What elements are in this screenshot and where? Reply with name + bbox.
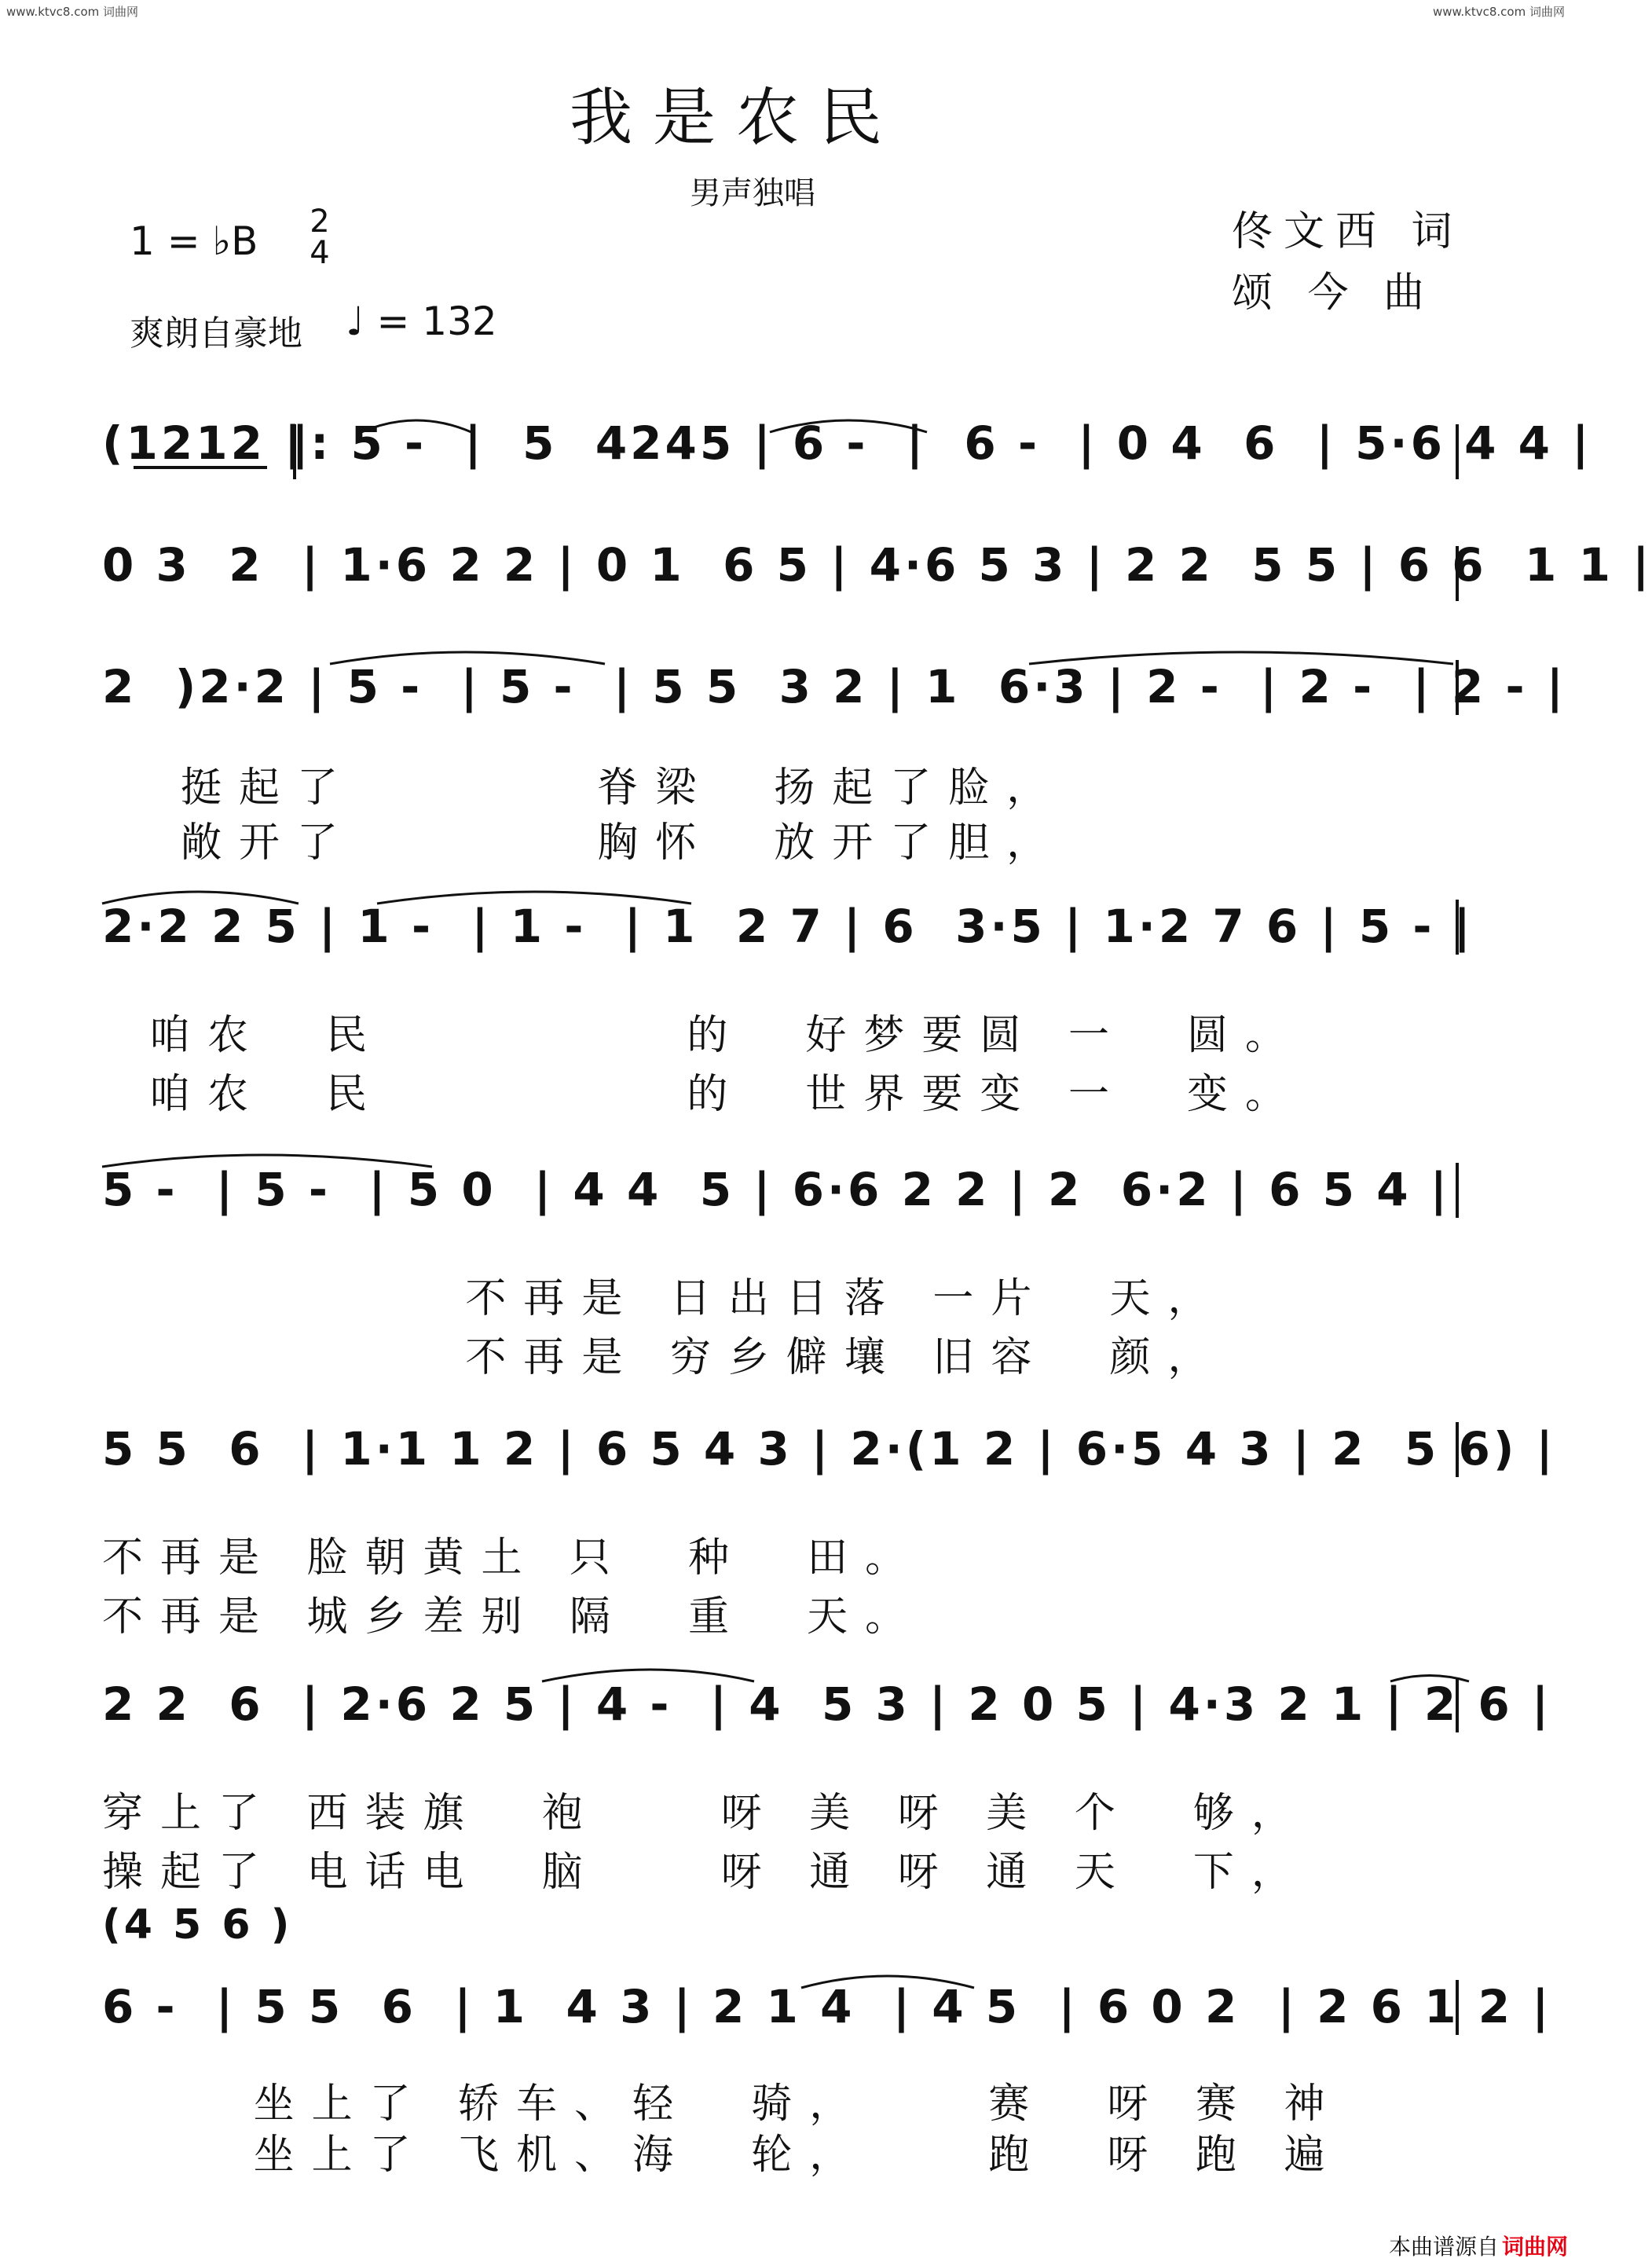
score-system-7 bbox=[102, 1662, 1552, 1897]
footer-source: 本曲谱源自 bbox=[1389, 2234, 1500, 2260]
tempo-text: 爽朗自豪地 bbox=[130, 313, 302, 354]
lyrics-verse-1: 挺起了 脊梁 扬起了脸， bbox=[181, 764, 1065, 812]
lyrics-verse-2: 不再是 穷乡僻壤 旧容 颜， bbox=[102, 1334, 1226, 1381]
score-system-2 bbox=[102, 530, 1652, 617]
lyricist-credit: 佟文西 词 bbox=[1232, 208, 1463, 255]
time-signature bbox=[308, 203, 331, 271]
score-system-5 bbox=[102, 1147, 1469, 1383]
notes-line-5: 5 - | 5 - | 5 0 | 4 4 5 | 6·6 2 2 | 2 6·2 | 6 5 4 | bbox=[102, 1163, 1450, 1216]
lyrics-verse-1: 不再是 日出日落 一片 天， bbox=[102, 1275, 1226, 1322]
key-signature: 1 = ♭B bbox=[130, 218, 258, 264]
composer-credit: 颂 今 曲 bbox=[1232, 269, 1436, 317]
lyrics-verse-1: 不再是 脸朝黄土 只 种 田。 bbox=[102, 1534, 924, 1582]
lyrics-verse-1: 坐上了 轿车、轻 骑， 赛 呀 赛 神 bbox=[102, 2081, 1342, 2128]
song-subtitle: 男声独唱 bbox=[690, 175, 815, 211]
notes-line-8: 6 - | 5 5 6 | 1 4 3 | 2 1 4 | 4 5 | 6 0 2 | 2 6 1 2 | bbox=[102, 1980, 1552, 2033]
watermark-left: www.ktvc8.com 词曲网 bbox=[6, 5, 139, 19]
notes-line-4: 2·2 2 5 | 1 - | 1 - | 1 2 7 | 6 3·5 | 1·2 7 6 | 5 - | bbox=[102, 900, 1474, 953]
lyrics-verse-2: 坐上了 飞机、海 轮， 跑 呀 跑 遍 bbox=[102, 2132, 1342, 2179]
score-system-3 bbox=[102, 644, 1566, 867]
lyrics-verse-1: 穿上了 西装旗 袍 呀 美 呀 美 个 够， bbox=[102, 1790, 1310, 1837]
notes-line-3: 2 )2·2 | 5 - | 5 - | 5 5 3 2 | 1 6·3 | 2 - | 2 - | 2 - | bbox=[102, 660, 1566, 713]
score-system-8 bbox=[102, 1901, 1552, 2179]
lyrics-verse-2: 操起了 电话电 脑 呀 通 呀 通 天 下， bbox=[102, 1849, 1310, 1896]
score-system-4 bbox=[102, 884, 1474, 1120]
lyrics-verse-2: 不再是 城乡差别 隔 重 天。 bbox=[102, 1593, 924, 1641]
time-signature-top: 2 bbox=[310, 203, 330, 240]
time-signature-bottom: 4 bbox=[310, 235, 330, 271]
notes-line-2: 0 3 2 | 1·6 2 2 | 0 1 6 5 | 4·6 5 3 | 2 2 5 5 | 6 6 1 1 | bbox=[102, 538, 1652, 592]
lyrics-verse-1: 咱农 民 的 好梦要圆 一 圆。 bbox=[149, 1012, 1303, 1059]
score-system-6 bbox=[102, 1406, 1556, 1642]
notes-line-7: 2 2 6 | 2·6 2 5 | 4 - | 4 5 3 | 2 0 5 | 4·3 2 1 | 2 6 | bbox=[102, 1677, 1552, 1731]
notes-line-6: 5 5 6 | 1·1 1 2 | 6 5 4 3 | 2·(1 2 | 6·5 4 3 | 2 5 6) | bbox=[102, 1422, 1556, 1476]
song-title: 我是农民 bbox=[570, 81, 903, 154]
footer-logo: 词曲网 bbox=[1502, 2234, 1569, 2260]
lyrics-verse-2: 咱农 民 的 世界要变 一 变。 bbox=[149, 1071, 1303, 1118]
pickup-notes: (4 5 6 ) bbox=[102, 1901, 293, 1949]
lyrics-verse-2: 敞开了 胸怀 放开了胆， bbox=[181, 819, 1065, 867]
notes-line-1: (1212 ‖: 5 - | 5 4245 | 6 - | 6 - | 0 4 6 | 5·6 4 4 | bbox=[102, 416, 1592, 470]
tempo-mark: ♩ = 132 bbox=[346, 299, 497, 344]
score-system-1 bbox=[102, 409, 1592, 495]
watermark-right: www.ktvc8.com 词曲网 bbox=[1432, 5, 1565, 19]
